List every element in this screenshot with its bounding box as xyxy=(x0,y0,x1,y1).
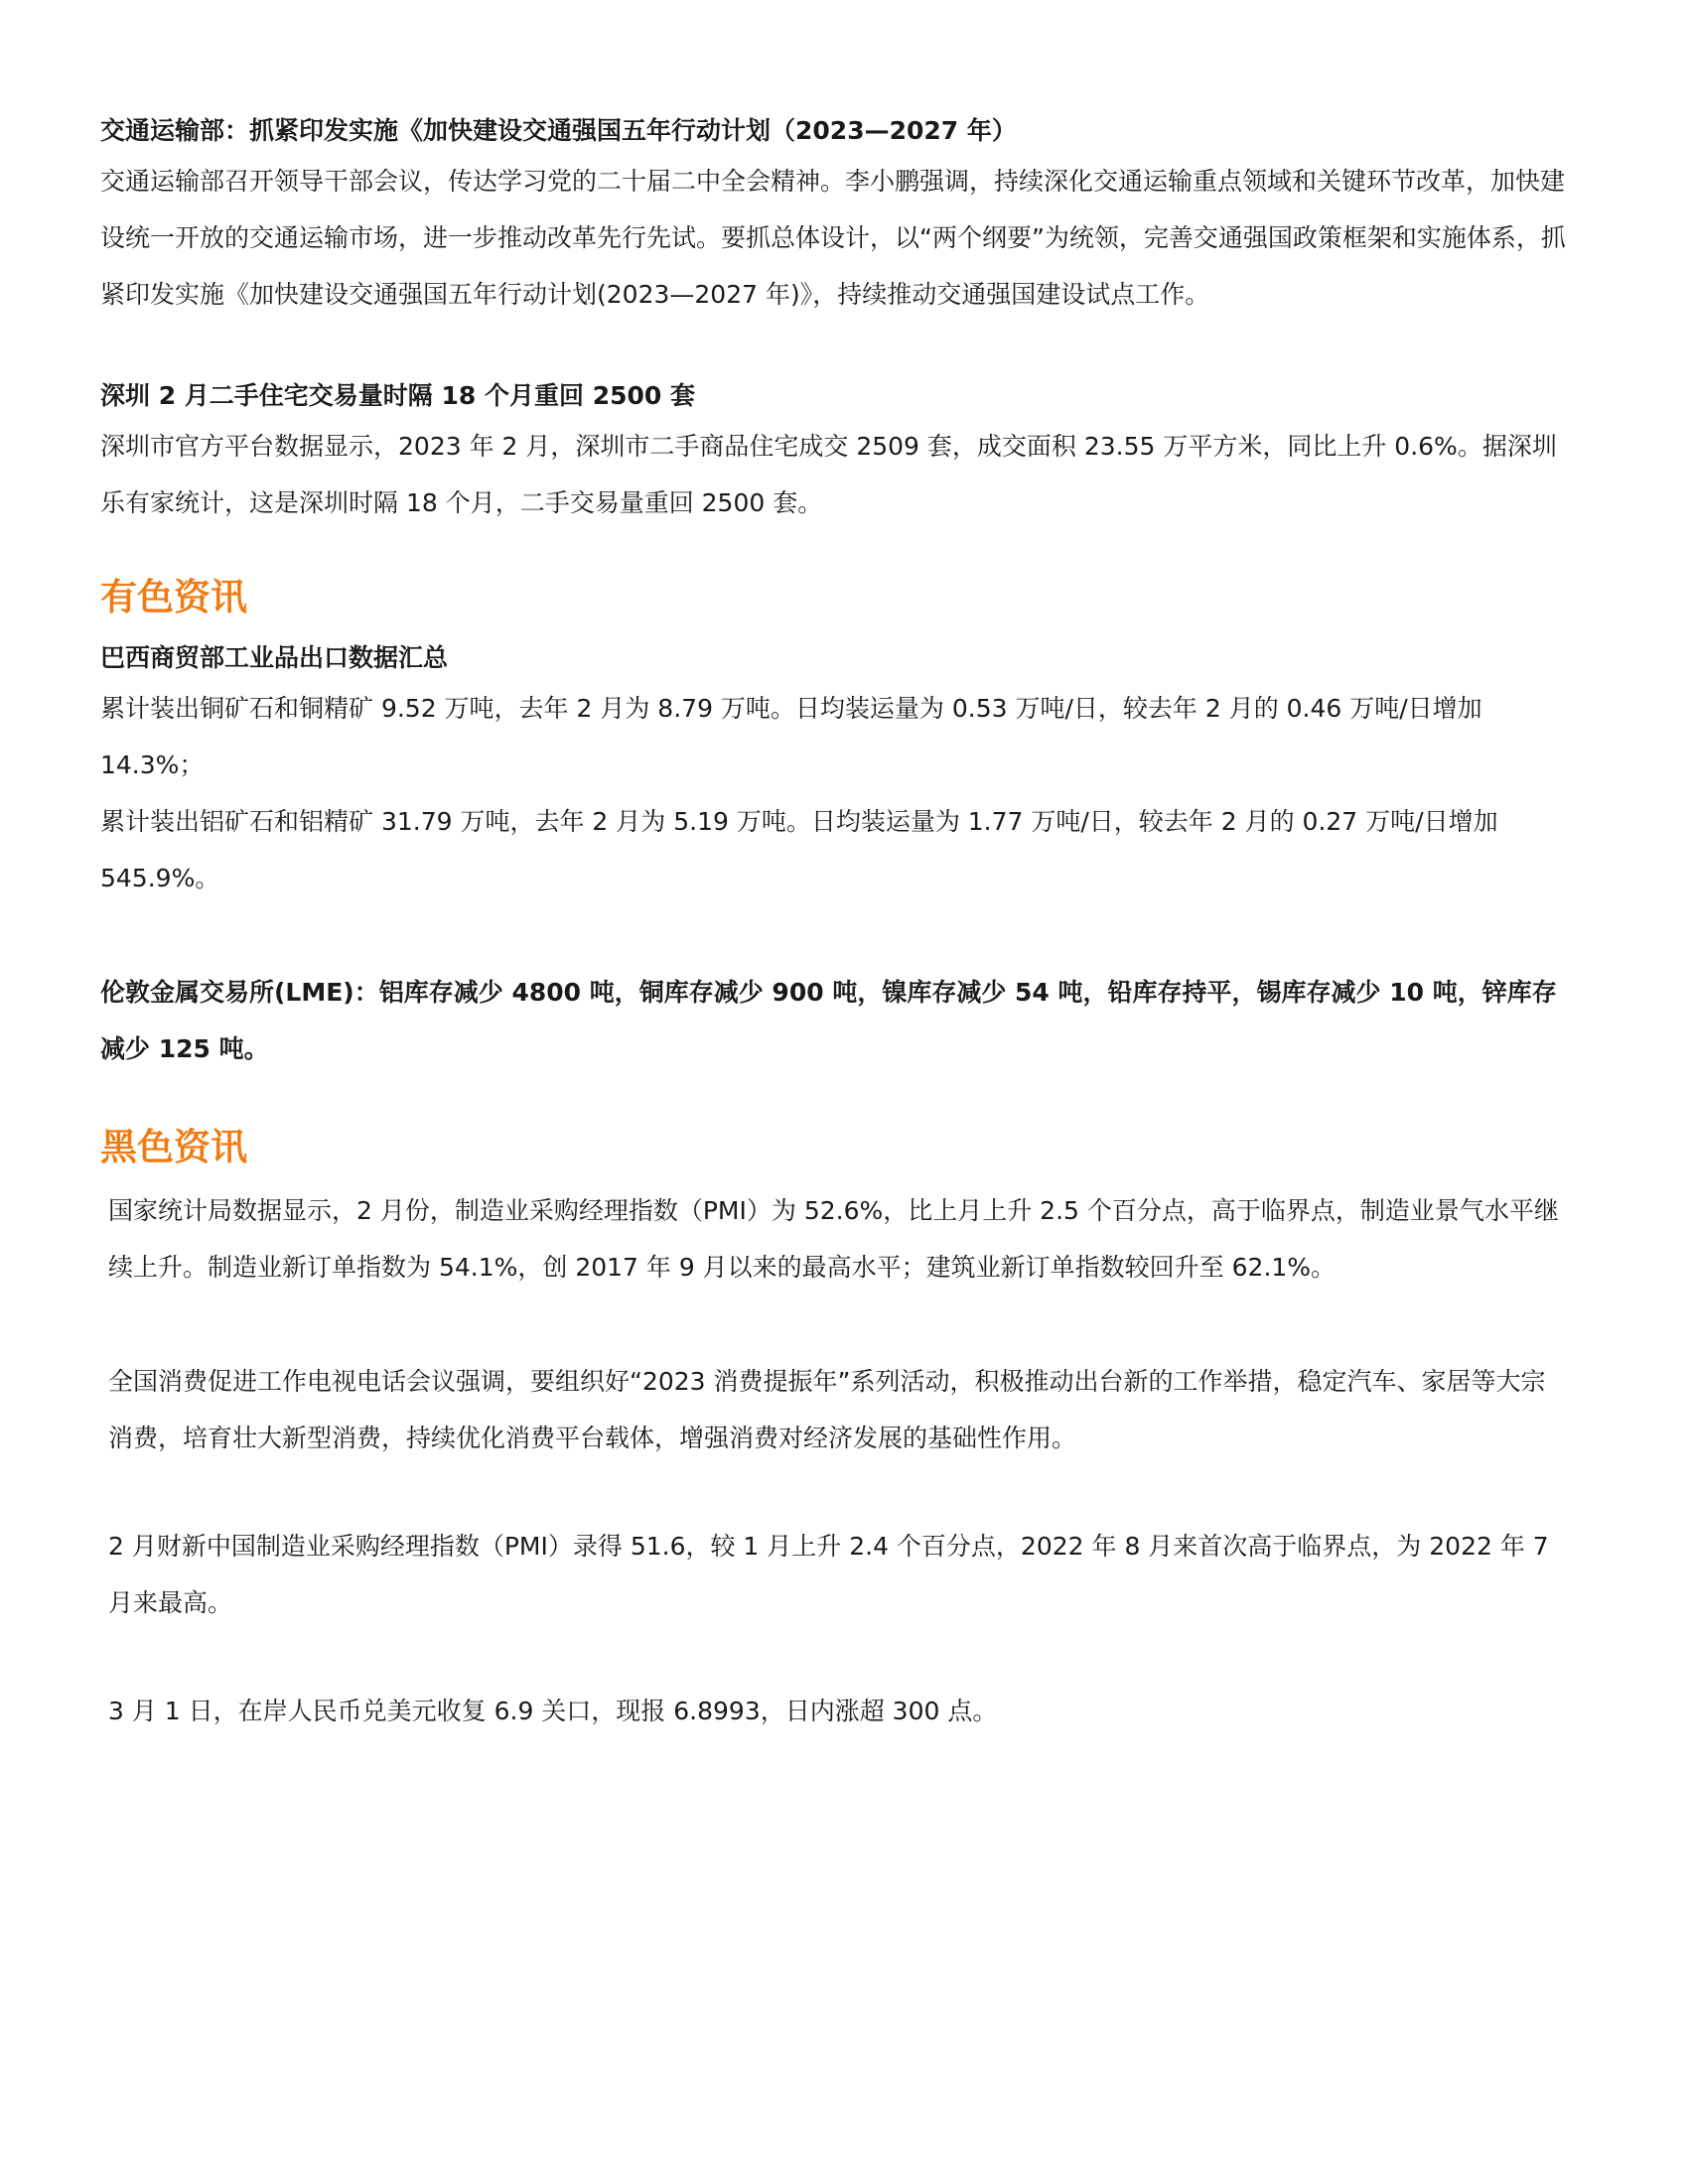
shenzhen-news-title: 深圳 2 月二手住宅交易量时隔 18 个月重回 2500 套 xyxy=(100,381,695,410)
consumption-meeting-paragraph: 全国消费促进工作电视电话会议强调，要组织好“2023 消费提振年”系列活动，积极推动出台新的工作举措，稳定汽车、家居等大宗消费，培育壮大新型消费，持续优化消费平台载体，增强消费对经济发展的基础性作用。 xyxy=(108,1367,1546,1452)
pmi-stats-paragraph: 国家统计局数据显示，2 月份，制造业采购经理指数（PMI）为 52.6%，比上月上升 2.5 个百分点，高于临界点，制造业景气水平继续上升。制造业新订单指数为 54.1%，创 2017 年 9 月以来的最高水平；建筑业新订单指数较回升至 62.1%。 xyxy=(108,1196,1559,1282)
brazil-copper-paragraph: 累计装出铜矿石和铜精矿 9.52 万吨，去年 2 月为 8.79 万吨。日均装运量为 0.53 万吨/日，较去年 2 月的 0.46 万吨/日增加 14.3%； xyxy=(100,694,1482,779)
brazil-export-title: 巴西商贸部工业品出口数据汇总 xyxy=(100,643,449,672)
rmb-exchange-paragraph: 3 月 1 日，在岸人民币兑美元收复 6.9 关口，现报 6.8993，日内涨超 300 点。 xyxy=(108,1697,998,1725)
shenzhen-news-body: 深圳市官方平台数据显示，2023 年 2 月，深圳市二手商品住宅成交 2509 套，成交面积 23.55 万平方米，同比上升 0.6%。据深圳乐有家统计，这是深圳时隔 18 个月，二手交易量重回 2500 套。 xyxy=(100,432,1557,517)
nonferrous-section-heading: 有色资讯 xyxy=(100,576,247,618)
ferrous-section-heading: 黑色资讯 xyxy=(100,1126,247,1168)
lme-inventory-paragraph: 伦敦金属交易所(LME)：铝库存减少 4800 吨，铜库存减少 900 吨，镍库存减少 54 吨，铅库存持平，锡库存减少 10 吨，锌库存减少 125 吨。 xyxy=(100,978,1557,1063)
caixin-pmi-paragraph: 2 月财新中国制造业采购经理指数（PMI）录得 51.6，较 1 月上升 2.4 个百分点，2022 年 8 月来首次高于临界点，为 2022 年 7 月来最高。 xyxy=(108,1532,1549,1617)
transport-news-body: 交通运输部召开领导干部会议，传达学习党的二十届二中全会精神。李小鹏强调，持续深化交通运输重点领域和关键环节改革，加快建设统一开放的交通运输市场，进一步推动改革先行先试。要抓总体设计，以“两个纲要”为统领，完善交通强国政策框架和实施体系，抓紧印发实施《加快建设交通强国五年行动计划(2023—2027 年)》，持续推动交通强国建设试点工作。 xyxy=(100,167,1566,309)
brazil-aluminum-paragraph: 累计装出铝矿石和铝精矿 31.79 万吨，去年 2 月为 5.19 万吨。日均装运量为 1.77 万吨/日，较去年 2 月的 0.27 万吨/日增加 545.9%。 xyxy=(100,807,1498,892)
document-page xyxy=(100,111,1570,1739)
transport-news-title: 交通运输部：抓紧印发实施《加快建设交通强国五年行动计划（2023—2027 年） xyxy=(100,116,1017,145)
